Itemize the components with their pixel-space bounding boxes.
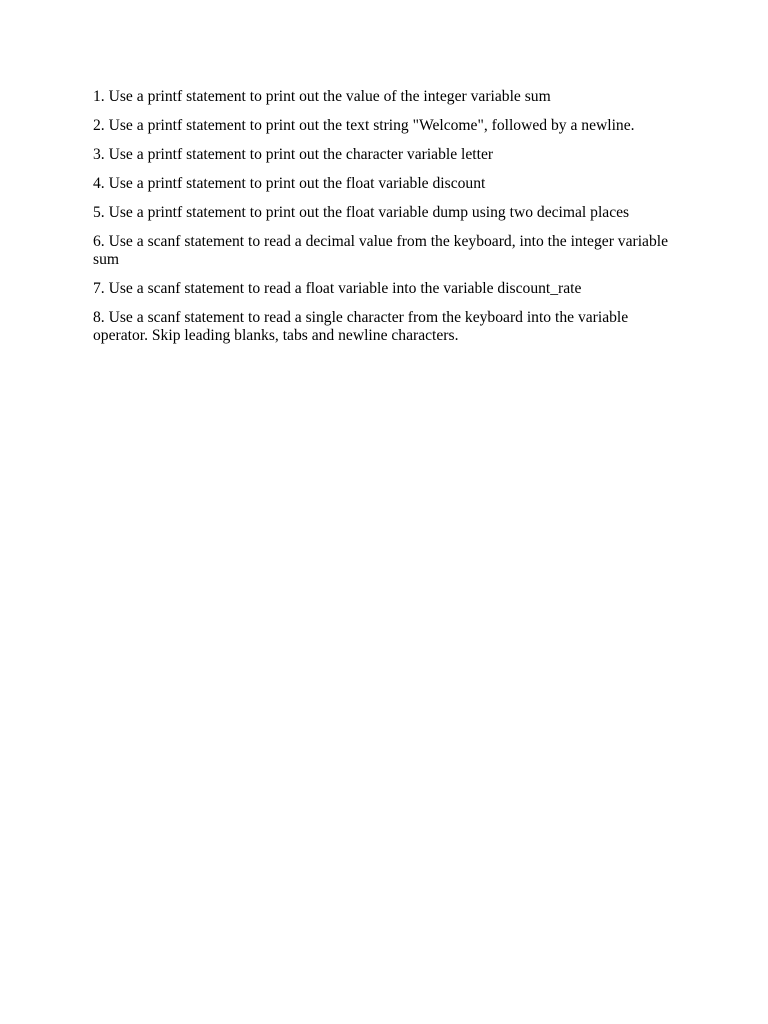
list-item: 2. Use a printf statement to print out the text string "Welcome", followed by a newline. [93,117,635,134]
list-item: 1. Use a printf statement to print out the value of the integer variable sum [93,88,551,105]
list-item: 4. Use a printf statement to print out the float variable discount [93,175,486,192]
exercise-list [93,88,683,356]
list-item: 8. Use a scanf statement to read a single character from the keyboard into the variable operator. Skip leading blanks, tabs and newline characters. [93,309,633,344]
list-item: 3. Use a printf statement to print out the character variable letter [93,146,494,163]
list-item: 5. Use a printf statement to print out the float variable dump using two decimal places [93,204,630,221]
list-item: 6. Use a scanf statement to read a decimal value from the keyboard, into the integer variable sum [93,233,672,268]
list-item: 7. Use a scanf statement to read a float variable into the variable discount_rate [93,280,582,297]
